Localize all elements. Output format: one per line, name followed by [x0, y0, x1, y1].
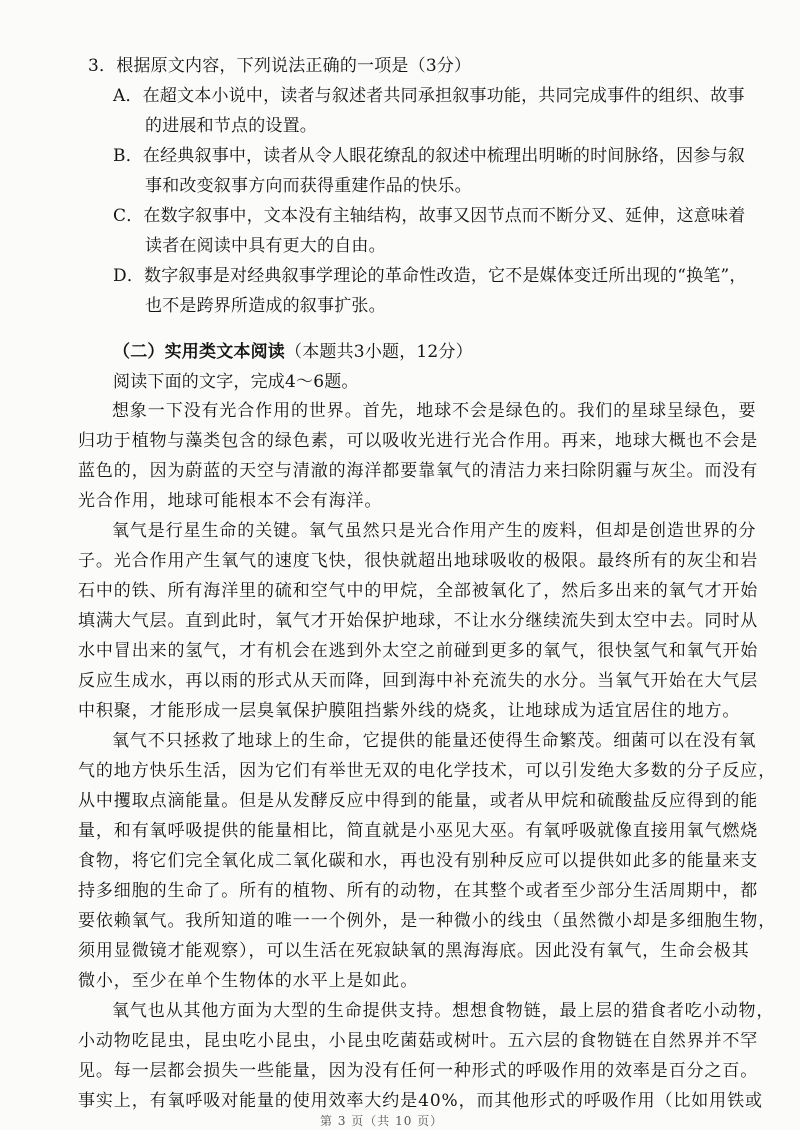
passage-p3-line: 量，和有氧呼吸提供的能量相比，简直就是小巫见大巫。有氧呼吸就像直接用氧气燃烧 — [78, 821, 759, 841]
option-a-line1: A．在超文本小说中，读者与叙述者共同承担叙事功能，共同完成事件的组织、故事 — [113, 86, 745, 106]
section-heading — [113, 340, 473, 364]
passage-p2-line: 反应生成水，再以雨的形式从天而降，回到海中补充流失的水分。当氧气开始在大气层 — [78, 671, 759, 691]
passage-p3-line: 微小，至少在单个生物体的水平上是如此。 — [78, 971, 419, 991]
passage-p3-line: 食物，将它们完全氧化成二氧化碳和水，再也没有别种反应可以提供如此多的能量来支 — [78, 851, 759, 871]
passage-p3-line: 要依赖氧气。我所知道的唯一一个例外，是一种微小的线虫（虽然微小却是多细胞生物， — [78, 911, 777, 931]
passage-p3-line: 须用显微镜才能观察），可以生活在死寂缺氧的黑海海底。因此没有氧气，生命会极其 — [78, 941, 750, 961]
passage-p2-line: 氧气是行星生命的关键。氧气虽然只是光合作用产生的废料，但却是创造世界的分 — [112, 521, 757, 541]
section-heading-note: （本题共3小题，12分） — [285, 342, 473, 362]
section-heading-title: （二）实用类文本阅读 — [113, 342, 285, 362]
option-d-line2: 也不是跨界所造成的叙事扩张。 — [145, 296, 386, 316]
option-a-line2: 的进展和节点的设置。 — [145, 116, 317, 136]
passage-p2-line: 填满大气层。直到此时，氧气才开始保护地球，不让水分继续流失到太空中去。同时从 — [78, 611, 759, 631]
passage-p4-line: 事实上，有氧呼吸对能量的使用效率大约是40%，而其他形式的呼吸作用（比如用铁或 — [78, 1091, 763, 1111]
passage-p2-line: 石中的铁、所有海洋里的硫和空气中的甲烷，全部被氧化了，然后多出来的氧气才开始 — [78, 581, 759, 601]
passage-p3-line: 氧气不只拯救了地球上的生命，它提供的能量还使得生命繁茂。细菌可以在没有氧 — [112, 731, 757, 751]
option-d-line1: D．数字叙事是对经典叙事学理论的革命性改造，它不是媒体变迁所出现的“换笔”， — [113, 266, 747, 286]
option-c-line1: C．在数字叙事中，文本没有主轴结构，故事又因节点而不断分叉、延伸，这意味着 — [113, 206, 746, 226]
section-instruction: 阅读下面的文字，完成4～6题。 — [113, 372, 359, 392]
passage-p4-line: 小动物吃昆虫，昆虫吃小昆虫，小昆虫吃菌菇或树叶。五六层的食物链在自然界并不罕 — [78, 1031, 759, 1051]
passage-p1-line: 光合作用，地球可能根本不会有海洋。 — [78, 491, 383, 511]
passage-p1-line: 蓝色的，因为蔚蓝的天空与清澈的海洋都要靠氧气的清洁力来扫除阴霾与灰尘。而没有 — [78, 461, 759, 481]
option-b-line1: B．在经典叙事中，读者从令人眼花缭乱的叙述中梳理出明晰的时间脉络，因参与叙 — [113, 146, 745, 166]
passage-p2-line: 子。光合作用产生氧气的速度飞快，很快就超出地球吸收的极限。最终所有的灰尘和岩 — [78, 551, 759, 571]
passage-p3-line: 持多细胞的生命了。所有的植物、所有的动物，在其整个或者至少部分生活周期中，都 — [78, 881, 759, 901]
passage-p1-line: 想象一下没有光合作用的世界。首先，地球不会是绿色的。我们的星球呈绿色，要 — [112, 401, 757, 421]
passage-p4-line: 见。每一层都会损失一些能量，因为没有任何一种形式的呼吸作用的效率是百分之百。 — [78, 1061, 759, 1081]
question-3-stem: 3．根据原文内容，下列说法正确的一项是（3分） — [88, 56, 472, 76]
option-c-line2: 读者在阅读中具有更大的自由。 — [145, 236, 386, 256]
option-b-line2: 事和改变叙事方向而获得重建作品的快乐。 — [145, 176, 472, 196]
passage-p3-line: 气的地方快乐生活，因为它们有举世无双的电化学技术，可以引发绝大多数的分子反应， — [78, 761, 777, 781]
passage-p4-line: 氧气也从其他方面为大型的生命提供支持。想想食物链，最上层的猎食者吃小动物， — [112, 1001, 775, 1021]
passage-p2-line: 中积聚，才能形成一层臭氧保护膜阻挡紫外线的烧炙，让地球成为适宜居住的地方。 — [78, 701, 741, 721]
passage-p1-line: 归功于植物与藻类包含的绿色素，可以吸收光进行光合作用。再来，地球大概也不会是 — [78, 431, 759, 451]
page-footer: 第 3 页（共 10 页） — [320, 1114, 444, 1128]
passage-p3-line: 从中攫取点滴能量。但是从发酵反应中得到的能量，或者从甲烷和硫酸盐反应得到的能 — [78, 791, 759, 811]
passage-p2-line: 水中冒出来的氢气，才有机会在逃到外太空之前碰到更多的氧气，很快氢气和氧气开始 — [78, 641, 759, 661]
